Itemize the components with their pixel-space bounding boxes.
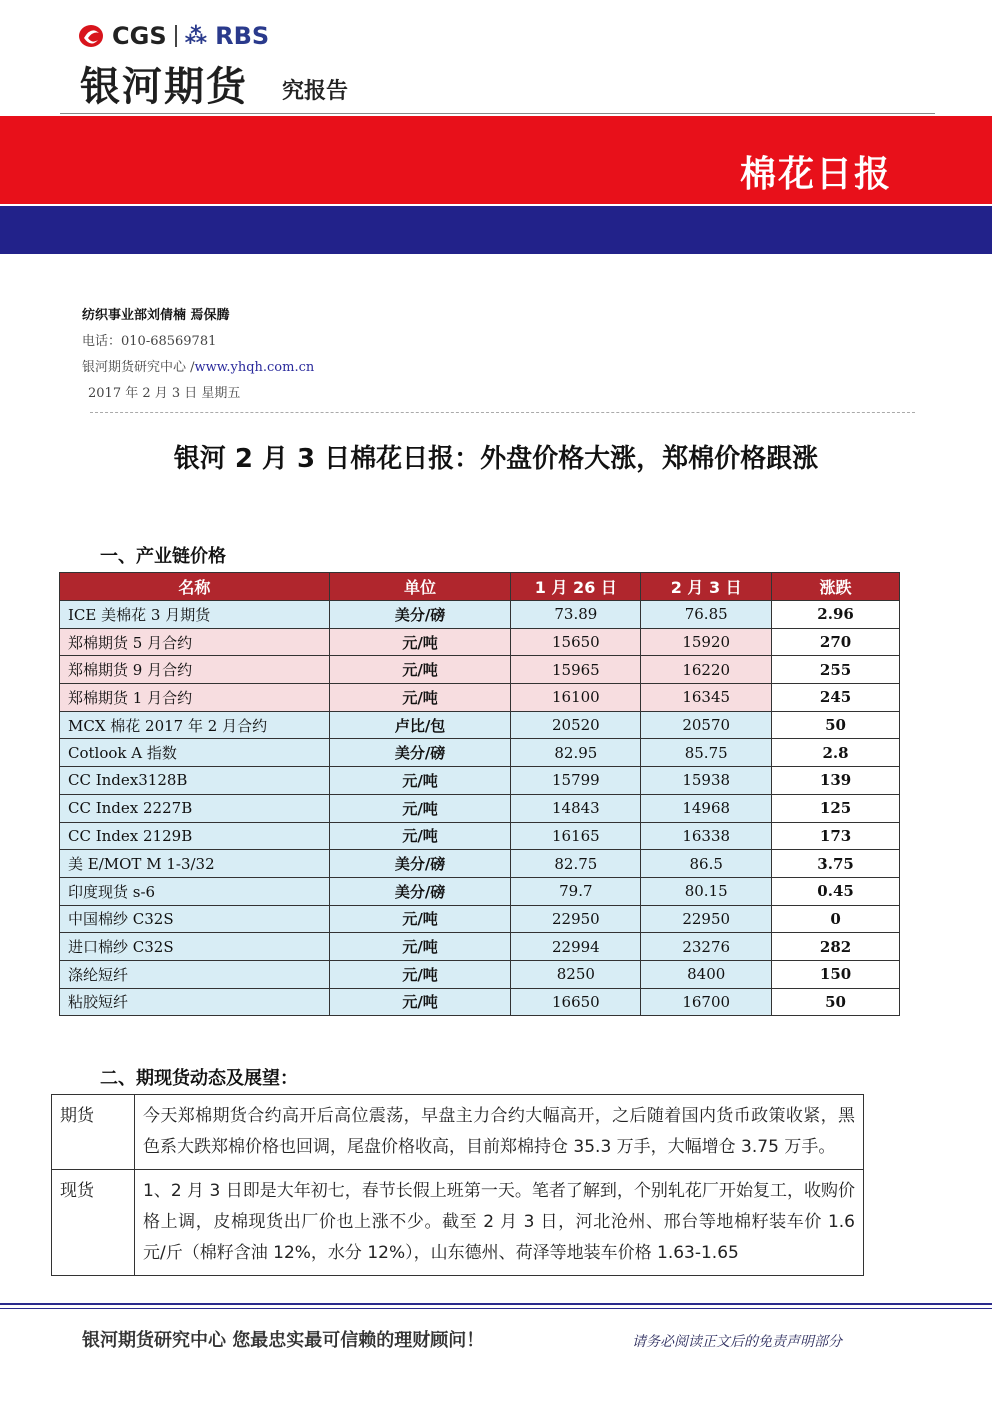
footer-divider-thin xyxy=(0,1308,992,1309)
outlook-table xyxy=(51,1094,864,1276)
table-row xyxy=(52,1095,864,1170)
cell-change: 125 xyxy=(772,794,900,822)
price-table xyxy=(59,572,900,1016)
cell-change: 50 xyxy=(772,988,900,1016)
cell-curr-value: 15938 xyxy=(641,767,772,795)
table-row xyxy=(60,767,900,795)
footer-disclaimer: 请务必阅读正文后的免责声明部分 xyxy=(632,1334,842,1350)
cell-change: 50 xyxy=(772,711,900,739)
cell-unit: 卢比/包 xyxy=(329,711,511,739)
cell-name: MCX 棉花 2017 年 2 月合约 xyxy=(60,711,330,739)
report-type: 究报告 xyxy=(282,79,349,104)
row-text: 今天郑棉期货合约高开后高位震荡，早盘主力合约大幅高开，之后随着国内货币政策收紧，黑色系大跌郑棉价格也回调，尾盘价格收高，目前郑棉持仓 35.3 万手，大幅增仓 3.75 万手。 xyxy=(135,1095,864,1170)
cell-name: 中国棉纱 C32S xyxy=(60,905,330,933)
row-label: 现货 xyxy=(52,1170,135,1276)
cell-change: 2.8 xyxy=(772,739,900,767)
table-header-row xyxy=(60,573,900,601)
cell-change: 2.96 xyxy=(772,601,900,629)
cell-curr-value: 85.75 xyxy=(641,739,772,767)
column-header: 涨跌 xyxy=(772,573,900,601)
cell-unit: 美分/磅 xyxy=(329,850,511,878)
blue-band xyxy=(0,206,992,254)
table-row xyxy=(60,933,900,961)
cell-name: Cotlook A 指数 xyxy=(60,739,330,767)
cell-unit: 元/吨 xyxy=(329,656,511,684)
cell-unit: 元/吨 xyxy=(329,767,511,795)
cell-curr-value: 86.5 xyxy=(641,850,772,878)
cell-prev-value: 22950 xyxy=(511,905,641,933)
cell-prev-value: 82.95 xyxy=(511,739,641,767)
cell-curr-value: 14968 xyxy=(641,794,772,822)
author: 纺织事业部刘倩楠 焉保腾 xyxy=(82,308,230,323)
cell-name: 郑棉期货 5 月合约 xyxy=(60,628,330,656)
headline: 银河 2 月 3 日棉花日报：外盘价格大涨，郑棉价格跟涨 xyxy=(173,444,819,474)
cell-curr-value: 8400 xyxy=(641,960,772,988)
logo-divider xyxy=(175,25,177,47)
cell-prev-value: 8250 xyxy=(511,960,641,988)
cell-unit: 元/吨 xyxy=(329,988,511,1016)
cell-name: 进口棉纱 C32S xyxy=(60,933,330,961)
cell-prev-value: 14843 xyxy=(511,794,641,822)
table-row xyxy=(60,628,900,656)
table-row xyxy=(60,656,900,684)
rbs-logo-text: RBS xyxy=(215,22,270,50)
footer-slogan: 银河期货研究中心 您最忠实最可信赖的理财顾问！ xyxy=(82,1330,485,1351)
cell-name: CC Index3128B xyxy=(60,767,330,795)
brand-name: 银河期货 xyxy=(80,64,248,110)
cell-change: 150 xyxy=(772,960,900,988)
phone: 电话：010-68569781 xyxy=(82,334,217,349)
table-row xyxy=(60,794,900,822)
cell-name: 郑棉期货 9 月合约 xyxy=(60,656,330,684)
column-header: 名称 xyxy=(60,573,330,601)
row-label: 期货 xyxy=(52,1095,135,1170)
cell-unit: 元/吨 xyxy=(329,933,511,961)
logo xyxy=(78,22,269,50)
research-center-label: 银河期货研究中心 / xyxy=(82,360,195,375)
cell-unit: 美分/磅 xyxy=(329,601,511,629)
cell-name: 美 E/MOT M 1-3/32 xyxy=(60,850,330,878)
cell-change: 3.75 xyxy=(772,850,900,878)
cell-unit: 元/吨 xyxy=(329,905,511,933)
cell-change: 255 xyxy=(772,656,900,684)
cell-curr-value: 23276 xyxy=(641,933,772,961)
cgs-logo-icon xyxy=(78,24,104,48)
cell-name: ICE 美棉花 3 月期货 xyxy=(60,601,330,629)
rbs-logo-icon: ⁂ xyxy=(184,23,208,49)
cell-curr-value: 80.15 xyxy=(641,877,772,905)
cell-prev-value: 16650 xyxy=(511,988,641,1016)
dashed-divider xyxy=(90,412,915,413)
row-text: 1、2 月 3 日即是大年初七，春节长假上班第一天。笔者了解到，个别轧花厂开始复工，收购价格上调，皮棉现货出厂价也上涨不少。截至 2 月 3 日，河北沧州、邢台等地棉籽装车价 1.6 元/斤（棉籽含油 12%，水分 12%），山东德州、荷泽等地装车价格 1.63-1.65 xyxy=(135,1170,864,1276)
cell-change: 139 xyxy=(772,767,900,795)
cell-curr-value: 22950 xyxy=(641,905,772,933)
column-header: 2 月 3 日 xyxy=(641,573,772,601)
website-link[interactable]: www.yhqh.com.cn xyxy=(194,360,315,375)
report-date: 2017 年 2 月 3 日 星期五 xyxy=(88,386,241,401)
cell-curr-value: 20570 xyxy=(641,711,772,739)
cell-change: 245 xyxy=(772,684,900,712)
column-header: 单位 xyxy=(329,573,511,601)
table-row xyxy=(60,960,900,988)
table-row xyxy=(60,822,900,850)
table-row xyxy=(60,739,900,767)
cell-unit: 元/吨 xyxy=(329,628,511,656)
cell-unit: 元/吨 xyxy=(329,794,511,822)
cell-curr-value: 16220 xyxy=(641,656,772,684)
table-row xyxy=(60,877,900,905)
cell-prev-value: 73.89 xyxy=(511,601,641,629)
table-row xyxy=(60,711,900,739)
cell-prev-value: 79.7 xyxy=(511,877,641,905)
table-row xyxy=(60,905,900,933)
cell-name: 粘胶短纤 xyxy=(60,988,330,1016)
cgs-logo-text: CGS xyxy=(112,22,167,50)
report-title: 棉花日报 xyxy=(739,154,892,195)
section-2-title: 二、期现货动态及展望： xyxy=(100,1068,298,1089)
cell-curr-value: 16338 xyxy=(641,822,772,850)
cell-change: 270 xyxy=(772,628,900,656)
cell-prev-value: 15965 xyxy=(511,656,641,684)
cell-change: 0.45 xyxy=(772,877,900,905)
column-header: 1 月 26 日 xyxy=(511,573,641,601)
table-row xyxy=(60,684,900,712)
cell-prev-value: 15799 xyxy=(511,767,641,795)
cell-prev-value: 15650 xyxy=(511,628,641,656)
cell-curr-value: 15920 xyxy=(641,628,772,656)
cell-name: 涤纶短纤 xyxy=(60,960,330,988)
cell-change: 173 xyxy=(772,822,900,850)
cell-unit: 美分/磅 xyxy=(329,877,511,905)
cell-curr-value: 16345 xyxy=(641,684,772,712)
cell-name: 郑棉期货 1 月合约 xyxy=(60,684,330,712)
cell-name: 印度现货 s-6 xyxy=(60,877,330,905)
cell-prev-value: 16165 xyxy=(511,822,641,850)
section-1-title: 一、产业链价格 xyxy=(100,546,226,567)
research-center xyxy=(82,356,314,375)
cell-unit: 美分/磅 xyxy=(329,739,511,767)
cell-prev-value: 22994 xyxy=(511,933,641,961)
table-row xyxy=(60,601,900,629)
cell-prev-value: 20520 xyxy=(511,711,641,739)
table-row xyxy=(60,850,900,878)
cell-prev-value: 16100 xyxy=(511,684,641,712)
cell-prev-value: 82.75 xyxy=(511,850,641,878)
cell-unit: 元/吨 xyxy=(329,822,511,850)
table-row xyxy=(60,988,900,1016)
cell-name: CC Index 2227B xyxy=(60,794,330,822)
cell-name: CC Index 2129B xyxy=(60,822,330,850)
cell-change: 282 xyxy=(772,933,900,961)
table-row xyxy=(52,1170,864,1276)
footer-divider xyxy=(0,1303,992,1305)
cell-unit: 元/吨 xyxy=(329,960,511,988)
cell-change: 0 xyxy=(772,905,900,933)
cell-curr-value: 76.85 xyxy=(641,601,772,629)
cell-curr-value: 16700 xyxy=(641,988,772,1016)
header-divider xyxy=(60,113,935,114)
cell-unit: 元/吨 xyxy=(329,684,511,712)
